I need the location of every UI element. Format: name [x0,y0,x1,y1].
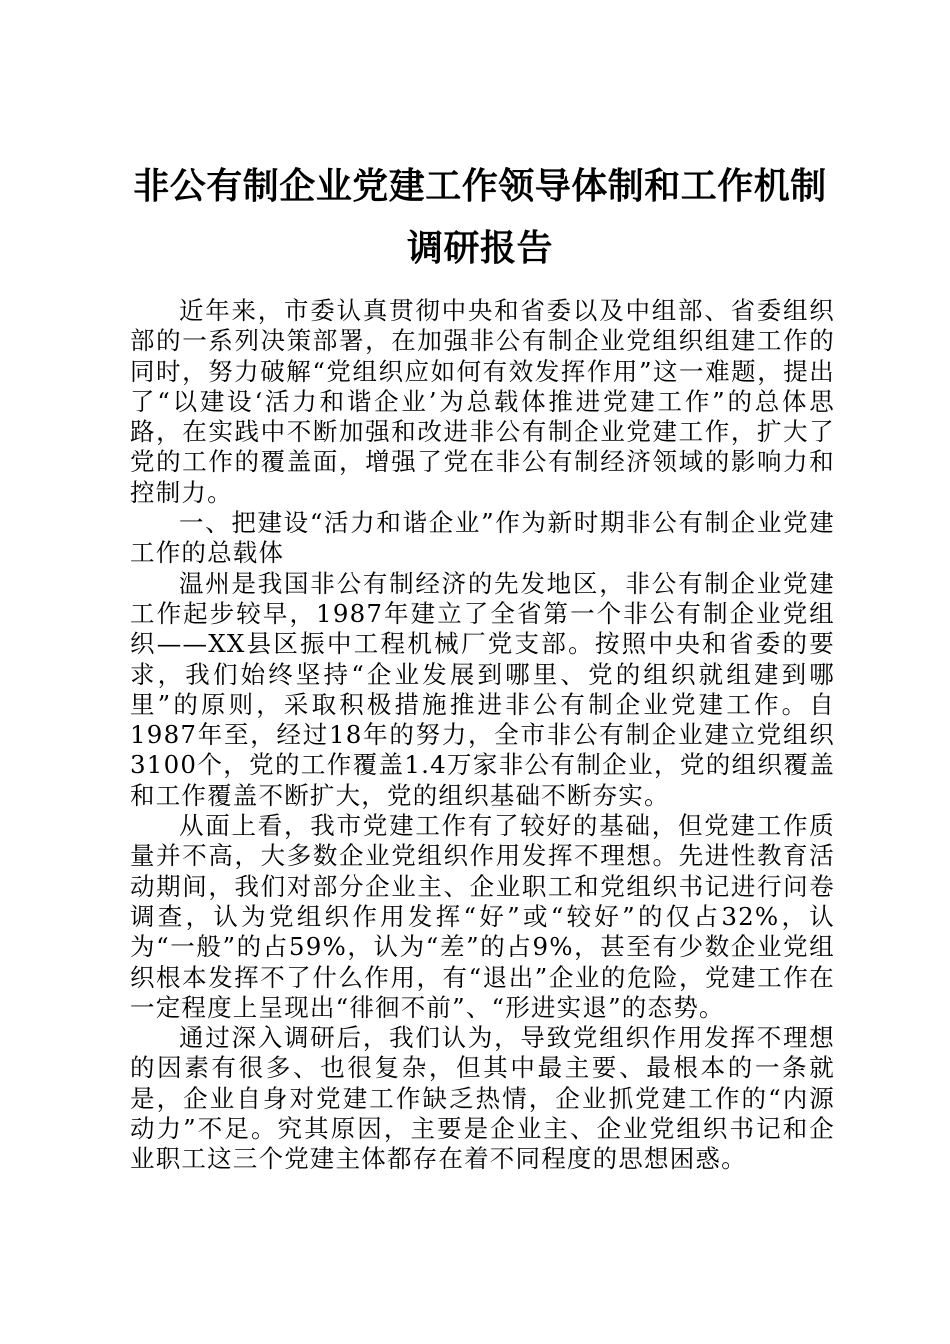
paragraph-survey: 从面上看，我市党建工作有了较好的基础，但党建工作质量并不高，大多数企业党组织作用发挥不理想。先进性教育活动期间，我们对部分企业主、企业职工和党组织书记进行问卷调查，认为党组织作用发挥“好”或“较好”的仅占32%，认为“一般”的占59%，认为“差”的占9%，甚至有少数企业党组织根本发挥不了什么作用，有“退出”企业的危险，党建工作在一定程度上呈现出“徘徊不前”、“形进实退”的态势。 [130,811,835,1022]
document-body [130,296,835,1175]
paragraph-intro: 近年来，市委认真贯彻中央和省委以及中组部、省委组织部的一系列决策部署，在加强非公有制企业党组织组建工作的同时，努力破解“党组织应如何有效发挥作用”这一难题，提出了“以建设‘活力和谐企业’为总载体推进党建工作”的总体思路，在实践中不断加强和改进非公有制企业党建工作，扩大了党的工作的覆盖面，增强了党在非公有制经济领域的影响力和控制力。 [130,296,835,507]
section-heading-1: 一、把建设“活力和谐企业”作为新时期非公有制企业党建工作的总载体 [130,508,835,568]
document-title: 非公有制企业党建工作领导体制和工作机制调研报告 [133,166,827,269]
paragraph-analysis: 通过深入调研后，我们认为，导致党组织作用发挥不理想的因素有很多、也很复杂，但其中最主要、最根本的一条就是，企业自身对党建工作缺乏热情，企业抓党建工作的“内源动力”不足。究其原因，主要是企业主、企业党组织书记和企业职工这三个党建主体都存在着不同程度的思想困惑。 [130,1023,835,1174]
paragraph-wenzhou: 温州是我国非公有制经济的先发地区，非公有制企业党建工作起步较早，1987年建立了全省第一个非公有制企业党组织——XX县区振中工程机械厂党支部。按照中央和省委的要求，我们始终坚持“企业发展到哪里、党的组织就组建到哪里”的原则，采取积极措施推进非公有制企业党建工作。自1987年至，经过18年的努力，全市非公有制企业建立党组织3100个，党的工作覆盖1.4万家非公有制企业，党的组织覆盖和工作覆盖不断扩大，党的组织基础不断夯实。 [130,568,835,810]
